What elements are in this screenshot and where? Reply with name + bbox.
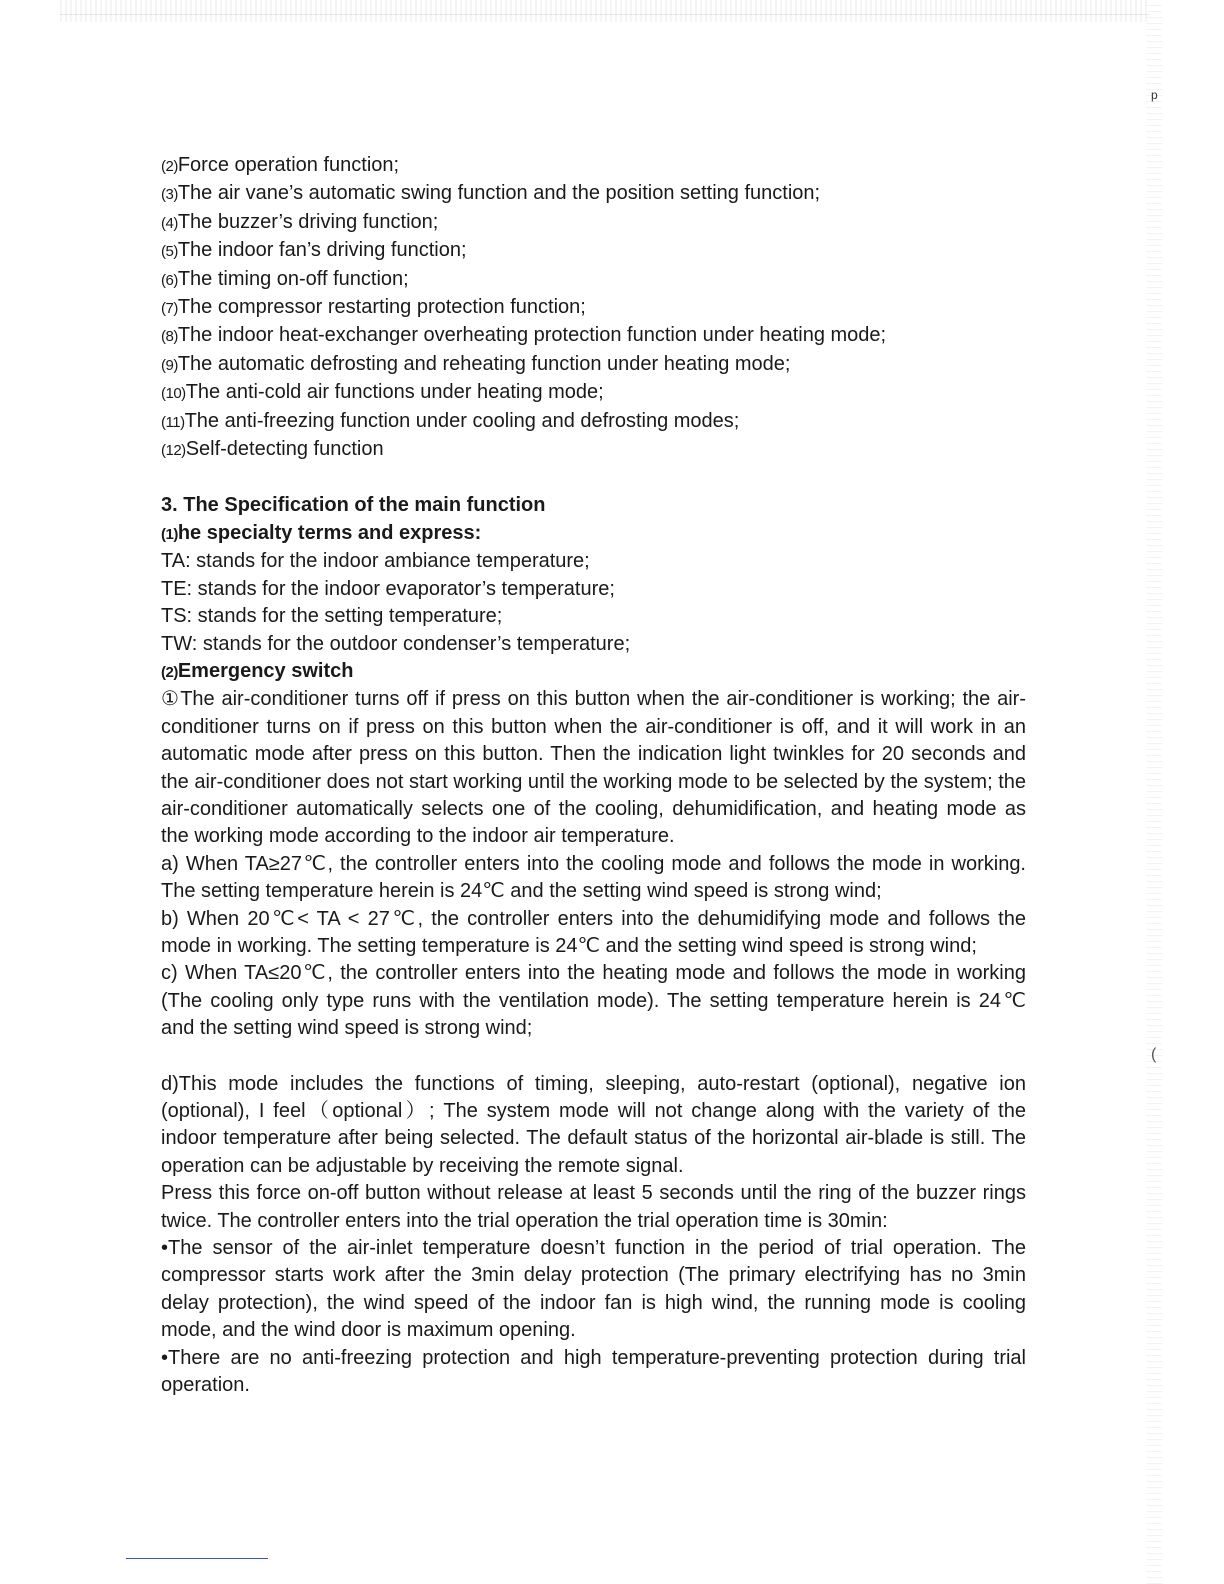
list-item: (8)The indoor heat-exchanger overheating protection function under heating mode; [161, 324, 887, 347]
list-item: (7)The compressor restarting protection function; [161, 296, 586, 319]
paragraph-emergency: ①The air-conditioner turns off if press on this button when the air-conditioner is working; the air-conditioner turns on if press on this button when the air-conditioner is off, and it will work in an automatic mode after press on this button. Then the indication light twinkles for 20 seconds and the air-conditioner does not start working until the working mode to be selected by the system; the air-conditioner automatically selects one of the cooling, dehumidification, and heating mode as the working mode according to the indoor air temperature. [161, 688, 1026, 848]
list-item: (11)The anti-freezing function under cooling and defrosting modes; [161, 409, 740, 432]
page-content [161, 152, 1026, 1399]
paragraph-trial: Press this force on-off button without release at least 5 seconds until the ring of the buzzer rings twice. The controller enters into the trial operation the trial operation time is 30min: [161, 1182, 1026, 1232]
list-item: (4)The buzzer’s driving function; [161, 210, 439, 233]
scan-top-artifact [60, 0, 1150, 22]
bullet-sensor: •The sensor of the air-inlet temperature doesn’t function in the period of trial operation. The compressor starts work after the 3min delay protection (The primary electrifying has no 3min delay protection), the wind speed of the indoor fan is high wind, the running mode is cooling mode, and the wind door is maximum opening. [161, 1237, 1026, 1342]
term-ts: TS: stands for the setting temperature; [161, 605, 503, 628]
bullet-protection: •There are no anti-freezing protection and high temperature-preventing protection during trial operation. [161, 1346, 1026, 1397]
scan-right-artifact [1146, 0, 1162, 1584]
item-b: b) When 20℃< TA < 27℃, the controller enters into the dehumidifying mode and follows the mode in working. The setting temperature is 24℃ and the setting wind speed is strong wind; [161, 907, 1026, 957]
footnote-rule [126, 1558, 268, 1559]
term-tw: TW: stands for the outdoor condenser’s temperature; [161, 632, 631, 655]
term-te: TE: stands for the indoor evaporator’s temperature; [161, 577, 615, 600]
list-item: (3)The air vane’s automatic swing function and the position setting function; [161, 182, 821, 205]
section-heading: 3. The Specification of the main function [161, 494, 546, 517]
term-ta: TA: stands for the indoor ambiance temperature; [161, 550, 590, 573]
list-item: (6)The timing on-off function; [161, 267, 409, 290]
list-item: (5)The indoor fan’s driving function; [161, 239, 467, 262]
item-a: a) When TA≥27℃, the controller enters into the cooling mode and follows the mode in working. The setting temperature herein is 24℃ and the setting wind speed is strong wind; [161, 852, 1026, 903]
item-d: d)This mode includes the functions of timing, sleeping, auto-restart (optional), negative ion (optional), I feel（optional）; The system mode will not change along with the variety of the indoor temperature after being selected. The default status of the horizontal air-blade is still. The operation can be adjustable by receiving the remote signal. [161, 1072, 1026, 1177]
item-c: c) When TA≤20℃, the controller enters into the heating mode and follows the mode in working (The cooling only type runs with the ventilation mode). The setting temperature herein is 24℃ and the setting wind speed is strong wind; [161, 962, 1026, 1040]
subheading-terms: (1)he specialty terms and express: [161, 521, 482, 544]
margin-glyph: p [1151, 88, 1158, 102]
list-item: (9)The automatic defrosting and reheating function under heating mode; [161, 352, 791, 375]
margin-glyph-side: ( [1151, 1046, 1157, 1063]
list-item: (12)Self-detecting function [161, 438, 384, 461]
subheading-emergency: (2)Emergency switch [161, 659, 354, 682]
list-item: (10)The anti-cold air functions under heating mode; [161, 381, 604, 404]
list-item: (2)Force operation function; [161, 154, 400, 176]
